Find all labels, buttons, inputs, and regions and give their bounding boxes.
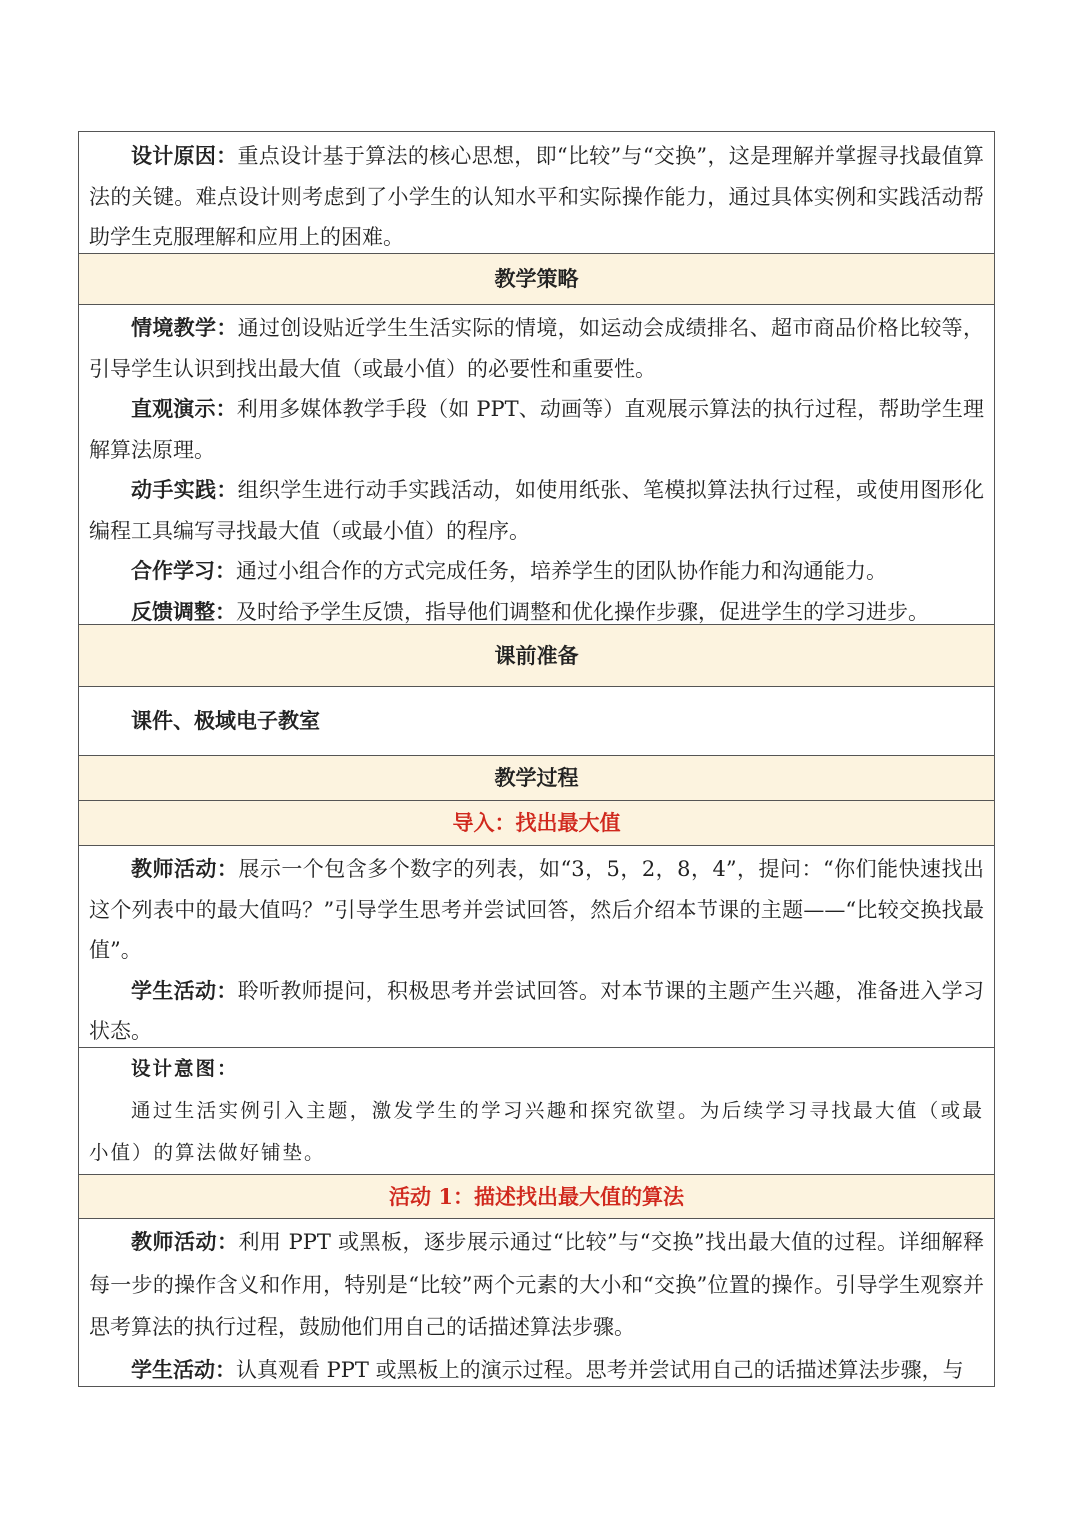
- intro-teacher-text: 展示一个包含多个数字的列表，如“3，5，2，8，4”，提问：“你们能快速找出这个列表中的最大值吗？”引导学生思考并尝试回答，然后介绍本节课的主题——“比较交换找最值”。: [89, 857, 984, 962]
- strategy-item: [89, 551, 984, 592]
- strategy-item-label: 合作学习：: [131, 558, 236, 583]
- strategy-item-text: 利用多媒体教学手段（如 PPT、动画等）直观展示算法的执行过程，帮助学生理解算法原理。: [89, 397, 984, 462]
- activity1-header: [79, 1174, 994, 1218]
- strategy-item-label: 反馈调整：: [131, 598, 236, 624]
- strategy-item-text: 及时给予学生反馈，指导他们调整和优化操作步骤，促进学生的学习进步。: [236, 599, 929, 624]
- activity1-student-paragraph: [89, 1349, 984, 1387]
- intro-teacher-label: 教师活动：: [131, 856, 239, 881]
- intent-text: 通过生活实例引入主题，激发学生的学习兴趣和探究欲望。为后续学习寻找最大值（或最小值）的算法做好铺垫。: [89, 1099, 984, 1164]
- design-reason-label: 设计原因：: [131, 143, 238, 168]
- intro-title: 导入：找出最大值: [452, 810, 621, 835]
- intent-cell: [79, 1047, 994, 1174]
- strategy-item-text: 组织学生进行动手实践活动，如使用纸张、笔模拟算法执行过程，或使用图形化编程工具编写寻找最大值（或最小值）的程序。: [89, 478, 985, 543]
- activity1-teacher-paragraph: [89, 1221, 984, 1349]
- intro-student-text: 聆听教师提问，积极思考并尝试回答。对本节课的主题产生兴趣，准备进入学习状态。: [89, 978, 985, 1043]
- strategy-item-text: 通过创设贴近学生生活实际的情境，如运动会成绩排名、超市商品价格比较等，引导学生认识到找出最大值（或最小值）的必要性和重要性。: [89, 316, 985, 381]
- strategy-item-text: 通过小组合作的方式完成任务，培养学生的团队协作能力和沟通能力。: [236, 559, 887, 583]
- process-title: 教学过程: [494, 765, 579, 790]
- activity1-student-text: 认真观看 PPT 或黑板上的演示过程。思考并尝试用自己的话描述算法步骤，与: [236, 1357, 964, 1382]
- strategy-item-label: 情境教学：: [131, 315, 238, 340]
- intent-label-paragraph: [89, 1048, 984, 1090]
- activity1-student-label: 学生活动：: [131, 1356, 236, 1382]
- strategy-item-label: 直观演示：: [131, 396, 237, 421]
- design-reason-text: 重点设计基于算法的核心思想，即“比较”与“交换”，这是理解并掌握寻找最值算法的关键。难点设计则考虑到了小学生的认知水平和实际操作能力，通过具体实例和实践活动帮助学生克服理解和应用上的困难。: [89, 144, 984, 249]
- strategy-cell: [79, 304, 994, 624]
- activity1-title: 活动 1：描述找出最大值的算法: [389, 1184, 684, 1209]
- process-header: [79, 755, 994, 800]
- prep-header: [79, 624, 994, 686]
- strategy-item: [89, 389, 984, 470]
- intro-student-paragraph: [89, 971, 984, 1052]
- prep-text: 课件、极域电子教室: [131, 708, 320, 733]
- prep-title: 课前准备: [494, 643, 579, 668]
- strategy-header: [79, 253, 994, 304]
- prep-paragraph: [89, 701, 984, 742]
- intro-cell: [79, 845, 994, 1047]
- strategy-title: 教学策略: [494, 266, 579, 291]
- intent-paragraph: [89, 1090, 984, 1174]
- strategy-item: [89, 308, 984, 389]
- prep-cell: [79, 686, 994, 755]
- strategy-item-label: 动手实践：: [131, 477, 238, 502]
- lesson-plan-table: [78, 131, 995, 1387]
- strategy-item: [89, 470, 984, 551]
- activity1-cell: [79, 1218, 994, 1386]
- intro-teacher-paragraph: [89, 849, 984, 971]
- intro-student-label: 学生活动：: [131, 977, 238, 1003]
- design-reason-paragraph: [89, 136, 984, 258]
- activity1-teacher-label: 教师活动：: [131, 1229, 239, 1254]
- intent-label: 设计意图：: [131, 1057, 239, 1080]
- intro-header: [79, 800, 994, 845]
- design-reason-cell: [79, 132, 994, 253]
- activity1-teacher-text: 利用 PPT 或黑板，逐步展示通过“比较”与“交换”找出最大值的过程。详细解释每一步的操作含义和作用，特别是“比较”两个元素的大小和“交换”位置的操作。引导学生观察并思考算法的执行过程，鼓励他们用自己的话描述算法步骤。: [89, 1230, 985, 1339]
